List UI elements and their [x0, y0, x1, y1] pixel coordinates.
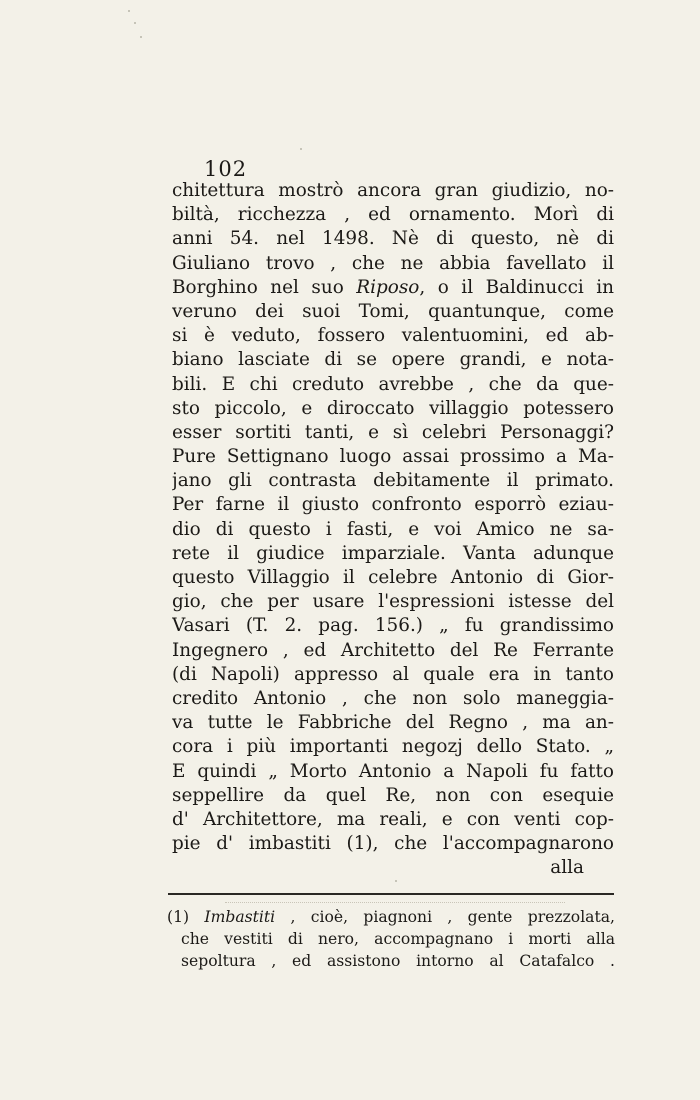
- text-line: d' Architettore, ma reali, e con venti cop-: [172, 808, 614, 830]
- text-line: biltà, ricchezza , ed ornamento. Morì di: [172, 204, 614, 226]
- page-number: 102: [204, 157, 248, 181]
- text-line: dio di questo i fasti, e voi Amico ne sa-: [172, 518, 614, 540]
- text-line: bili. E chi creduto avrebbe , che da que-: [172, 373, 614, 395]
- text-line: esser sortiti tanti, e sì celebri Personaggi?: [172, 421, 614, 443]
- text-line: veruno dei suoi Tomi, quantunque, come: [172, 300, 614, 322]
- footnote-line: (1) Imbastiti , cioè, piagnoni , gente prezzolata,: [167, 908, 615, 926]
- show-through-line: [225, 902, 565, 903]
- text-line: biano lasciate di se opere grandi, e nota-: [172, 349, 614, 371]
- text-line: credito Antonio , che non solo maneggia-: [172, 687, 614, 709]
- text-line: Ingegnero , ed Architetto del Re Ferrante: [172, 639, 614, 661]
- catchword: alla: [550, 857, 584, 879]
- text-line: chitettura mostrò ancora gran giudizio, no-: [172, 180, 614, 201]
- body-text: [172, 179, 614, 880]
- text-line: si è veduto, fossero valentuomini, ed ab-: [172, 325, 614, 347]
- paper-speck: [395, 880, 397, 882]
- text-line: seppellire da quel Re, non con esequie: [172, 784, 614, 806]
- text-line: anni 54. nel 1498. Nè di questo, nè di: [172, 228, 614, 250]
- text-line: E quindi „ Morto Antonio a Napoli fu fatto: [172, 760, 614, 782]
- paper-speck: [128, 10, 130, 12]
- paper-speck: [134, 22, 136, 24]
- paper-speck: [140, 36, 142, 38]
- text-line: rete il giudice imparziale. Vanta adunque: [172, 542, 614, 564]
- text-line: Vasari (T. 2. pag. 156.) „ fu grandissimo: [172, 615, 614, 637]
- text-line: sto piccolo, e diroccato villaggio potessero: [172, 397, 614, 419]
- italic-word: Imbastiti: [204, 908, 276, 926]
- text-line: Borghino nel suo Riposo, o il Baldinucci in: [172, 276, 614, 298]
- text-line: pie d' imbastiti (1), che l'accompagnarono: [172, 833, 614, 855]
- text-line: Pure Settignano luogo assai prossimo a Ma-: [172, 446, 614, 468]
- text-line: Giuliano trovo , che ne abbia favellato il: [172, 252, 614, 274]
- footnote-line: che vestiti di nero, accompagnano i morti alla: [181, 930, 615, 948]
- footnote-rule: [168, 893, 614, 895]
- text-line: questo Villaggio il celebre Antonio di Gior-: [172, 567, 614, 588]
- italic-word: Riposo: [356, 276, 420, 298]
- text-line: cora i più importanti negozj dello Stato. „: [172, 736, 614, 758]
- text-line: (di Napoli) appresso al quale era in tanto: [172, 663, 614, 685]
- paper-speck: [300, 148, 302, 150]
- footnote-line: sepoltura , ed assistono intorno al Catafalco .: [181, 952, 615, 970]
- text-line: va tutte le Fabbriche del Regno , ma an-: [172, 712, 614, 734]
- text-line: gio, che per usare l'espressioni istesse del: [172, 591, 614, 613]
- footnote: [167, 906, 615, 972]
- text-line: Per farne il giusto confronto esporrò eziau-: [172, 494, 614, 516]
- text-line: jano gli contrasta debitamente il primato.: [172, 470, 614, 492]
